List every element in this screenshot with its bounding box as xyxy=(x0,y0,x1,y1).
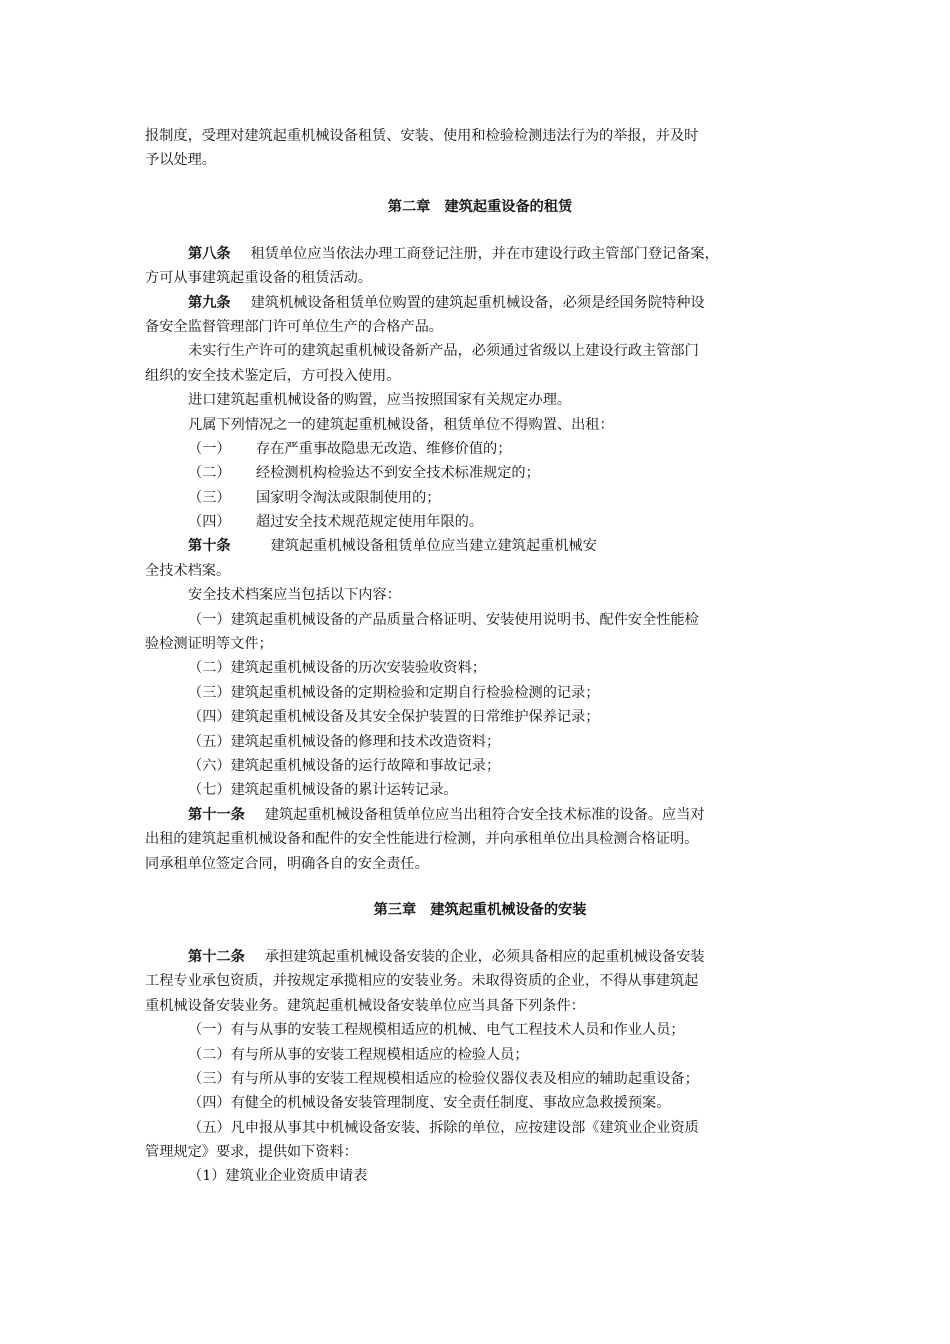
paragraph-line: 组织的安全技术鉴定后，方可投入使用。 xyxy=(145,367,401,384)
list-item: （二）建筑起重机械设备的历次安装验收资料； xyxy=(188,660,486,677)
paragraph-line: 同承租单位签定合同，明确各自的安全责任。 xyxy=(145,855,429,872)
paragraph-line: 备安全监督管理部门许可单位生产的合格产品。 xyxy=(145,318,443,335)
paragraph-line: 全技术档案。 xyxy=(145,562,231,579)
paragraph-line: 未实行生产许可的建筑起重机械设备新产品，必须通过省级以上建设行政主管部门 xyxy=(188,343,699,360)
paragraph-line: 工程专业承包资质，并按规定承揽相应的安装业务。未取得资质的企业，不得从事建筑起 xyxy=(145,973,699,990)
paragraph-line: 进口建筑起重机械设备的购置，应当按照国家有关规定办理。 xyxy=(188,392,572,409)
article-9 xyxy=(145,291,815,315)
list-item: （四）建筑起重机械设备及其安全保护装置的日常维护保养记录； xyxy=(188,709,600,726)
article-text: 建筑机械设备租赁单位购置的建筑起重机械设备，必须是经国务院特种设 xyxy=(250,294,705,311)
article-text: 建筑起重机械设备租赁单位应当建立建筑起重机械安 xyxy=(270,538,597,555)
list-item: （三）建筑起重机械设备的定期检验和定期自行检验检测的记录； xyxy=(188,684,600,701)
list-number: （三） xyxy=(188,489,231,506)
paragraph-line: 方可从事建筑起重设备的租赁活动。 xyxy=(145,270,373,287)
article-10 xyxy=(145,534,815,558)
article-label: 第九条 xyxy=(188,294,231,311)
article-label: 第十二条 xyxy=(188,948,245,965)
list-item: （五）建筑起重机械设备的修理和技术改造资料； xyxy=(188,733,501,750)
list-item xyxy=(145,461,815,485)
article-12 xyxy=(145,945,815,969)
document-page xyxy=(145,124,815,1189)
paragraph-line: 报制度，受理对建筑起重机械设备租赁、安装、使用和检验检测违法行为的举报，并及时 xyxy=(145,128,699,144)
list-item xyxy=(145,437,815,461)
chapter-heading: 第三章 建筑起重机械设备的安装 xyxy=(373,901,587,918)
article-text: 建筑起重机械设备租赁单位应当出租符合安全技术标准的设备。应当对 xyxy=(264,806,705,823)
article-text: 承担建筑起重机械设备安装的企业，必须具备相应的起重机械设备安装 xyxy=(264,948,705,965)
list-item: （五）凡申报从事其中机械设备安装、拆除的单位，应按建设部《建筑业企业资质 xyxy=(188,1119,699,1136)
paragraph-line: 验检测证明等文件； xyxy=(145,636,273,653)
list-item: （六）建筑起重机械设备的运行故障和事故记录； xyxy=(188,757,501,774)
list-item: （一）有与从事的安装工程规模相适应的机械、电气工程技术人员和作业人员； xyxy=(188,1022,685,1039)
list-item: （二）有与所从事的安装工程规模相适应的检验人员； xyxy=(188,1046,529,1063)
paragraph-line: 安全技术档案应当包括以下内容： xyxy=(188,587,401,604)
article-label: 第十条 xyxy=(188,538,231,555)
list-text: 国家明令淘汰或限制使用的； xyxy=(256,489,441,506)
list-item: （三）有与所从事的安装工程规模相适应的检验仪器仪表及相应的辅助起重设备； xyxy=(188,1070,699,1087)
list-number: （四） xyxy=(188,514,231,531)
list-item: （一）建筑起重机械设备的产品质量合格证明、安装使用说明书、配件安全性能检 xyxy=(188,611,699,628)
article-label: 第十一条 xyxy=(188,806,245,823)
article-text: 租赁单位应当依法办理工商登记注册，并在市建设行政主管部门登记备案， xyxy=(250,245,719,262)
list-item xyxy=(145,486,815,510)
paragraph-line: 凡属下列情况之一的建筑起重机械设备，租赁单位不得购置、出租： xyxy=(188,416,614,433)
list-item: （1）建筑业企业资质申请表 xyxy=(188,1168,368,1185)
list-item: （七）建筑起重机械设备的累计运转记录。 xyxy=(188,782,458,799)
paragraph-line: 管理规定》要求，提供如下资料： xyxy=(145,1144,358,1161)
article-label: 第八条 xyxy=(188,245,231,262)
list-item xyxy=(145,510,815,534)
paragraph-line: 出租的建筑起重机械设备和配件的安全性能进行检测，并向承租单位出具检测合格证明。 xyxy=(145,831,699,848)
list-text: 存在严重事故隐患无改造、维修价值的； xyxy=(256,440,512,457)
article-8 xyxy=(145,242,815,266)
list-item: （四）有健全的机械设备安装管理制度、安全责任制度、事故应急救援预案。 xyxy=(188,1095,671,1112)
chapter-heading: 第二章 建筑起重设备的租赁 xyxy=(387,198,573,215)
list-text: 超过安全技术规范规定使用年限的。 xyxy=(256,514,484,531)
list-number: （一） xyxy=(188,440,231,457)
article-11 xyxy=(145,803,815,827)
paragraph-line: 重机械设备安装业务。建筑起重机械设备安装单位应当具备下列条件： xyxy=(145,997,585,1014)
list-text: 经检测机构检验达不到安全技术标准规定的； xyxy=(256,465,540,482)
paragraph-line: 予以处理。 xyxy=(145,152,216,169)
list-number: （二） xyxy=(188,465,231,482)
